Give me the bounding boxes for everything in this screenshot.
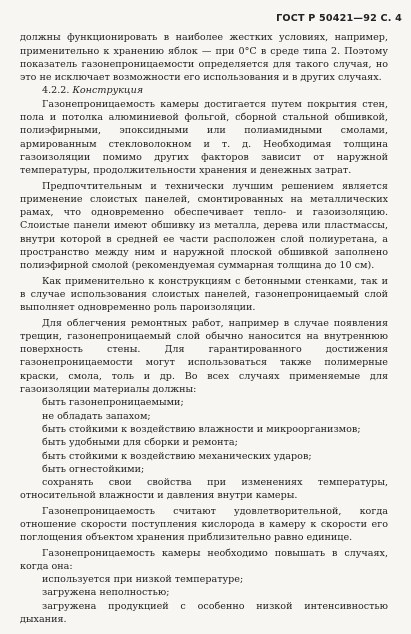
list-item: быть удобными для сборки и ремонта; xyxy=(42,437,238,449)
list-item: используется при низкой температуре; xyxy=(42,574,244,586)
paragraph-repair: Для облегчения ремонтных работ, например в случае появления трещин, газонепроницаемый слой обычно наносится на внутреннюю поверхность стены. Для гарантированного достижения газонепроницаемости могут использоваться также полимерные краски, смола, толь и др. Во всех случаях применяемые для газоизоляции материалы должны: xyxy=(20,317,388,396)
section-number: 4.2.2. xyxy=(42,85,70,97)
list-item: быть стойкими к воздействию влажности и микроорганизмов; xyxy=(42,423,361,435)
page-header: ГОСТ Р 50421—92 С. 4 xyxy=(276,13,402,24)
paragraph-vapor-barrier: Как применительно к конструкциям с бетонными стенками, так и в случае использования слоистых панелей, газонепроницаемый слой выполняет одновременно роль пароизоляции. xyxy=(20,275,388,314)
list-item: быть стойкими к воздействию механических ударов; xyxy=(42,450,312,462)
paragraph-sandwich-panels: Предпочтительным и технически лучшим решением является применение слоистых панелей, смонтированных на металлических рамах, что одновременно обеспечивает тепло- и газоизоляцию. Слоистые панели имеют обшивку из металла, дерева или пластмассы, внутри которой в средней ее части расположен слой полиуретана, а пространство между ним и наружной плоской обшивкой заполнено полиэфирной смолой (рекомендуемая суммарная толщина до 10 см). xyxy=(20,180,388,272)
list-item: сохранять свои свойства при изменениях температуры, относительной влажности и давления внутри камеры. xyxy=(20,477,388,502)
paragraph-gas-tightness: Газонепроницаемость камеры достигается путем покрытия стен, пола и потолка алюминиевой фольгой, сборной стальной обшивкой, полиэфирными, эпоксидными или полиамидными смолами, армированным стекловолокном и т. д. Необходимая толщина газоизоляции помимо других факторов зависит от наружной температуры, продолжительности хранения и денежных затрат. xyxy=(20,98,388,177)
list-item: загружена продукцией с особенно низкой интенсивностью дыхания. xyxy=(20,600,388,626)
list-item: загружена неполностью; xyxy=(42,587,170,599)
section-title: Конструкция xyxy=(72,85,144,97)
list-item: не обладать запахом; xyxy=(42,410,151,422)
list-item: быть огнестойкими; xyxy=(42,463,145,475)
paragraph-increase-cases: Газонепроницаемость камеры необходимо повышать в случаях, когда она: xyxy=(20,547,388,572)
paragraph-satisfactory: Газонепроницаемость считают удовлетворительной, когда отношение скорости поступления кислорода в камеру к скорости его поглощения объектом хранения приблизительно равно единице. xyxy=(20,505,388,544)
document-page xyxy=(20,12,402,626)
paragraph-continuation: должны функционировать в наиболее жестких условиях, например, применительно к хранению яблок — при 0°С в среде типа 2. Поэтому показатель газонепроницаемости определяется для такого случая, но это не исключает возможности его использования и в других случаях. xyxy=(20,32,388,84)
section-heading xyxy=(20,84,388,97)
list-item: быть газонепроницаемыми; xyxy=(42,397,184,409)
